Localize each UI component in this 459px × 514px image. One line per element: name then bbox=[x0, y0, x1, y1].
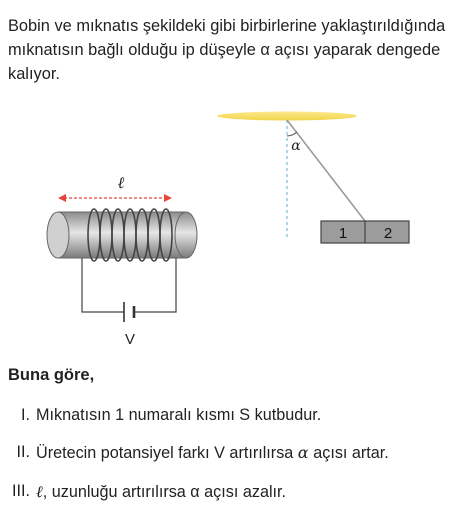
question-heading: Buna göre, bbox=[8, 366, 95, 384]
statement-number: II. bbox=[16, 443, 30, 461]
string bbox=[287, 120, 365, 221]
magnet-part-2: 2 bbox=[383, 225, 393, 242]
voltage-label: V bbox=[124, 331, 136, 348]
statement-number: I. bbox=[21, 406, 30, 424]
magnet bbox=[321, 221, 409, 243]
magnet-part-1: 1 bbox=[338, 225, 348, 242]
statement-text: ℓ, uzunluğu artırılırsa α açısı azalır. bbox=[36, 482, 287, 501]
statement-text: Mıknatısın 1 numaralı kısmı S kutbudur. bbox=[36, 406, 322, 424]
angle-label: α bbox=[291, 138, 301, 154]
physics-figure bbox=[0, 100, 459, 360]
angle-arc bbox=[287, 132, 297, 136]
statement-text: Üretecin potansiyel farkı V artırılırsa α açısı artar. bbox=[36, 443, 389, 462]
statement-number: III. bbox=[12, 482, 30, 500]
circuit-wires bbox=[82, 258, 176, 312]
ceiling bbox=[217, 112, 357, 121]
question-intro: Bobin ve mıknatıs şekildeki gibi birbirlerine yaklaştırıldığında mıknatısın bağlı olduğu ip düşeyle α açısı yaparak dengede kalıyor. bbox=[8, 17, 446, 83]
length-arrow bbox=[58, 194, 172, 202]
length-label: ℓ bbox=[117, 173, 125, 192]
coil bbox=[47, 209, 197, 261]
battery bbox=[124, 302, 134, 322]
